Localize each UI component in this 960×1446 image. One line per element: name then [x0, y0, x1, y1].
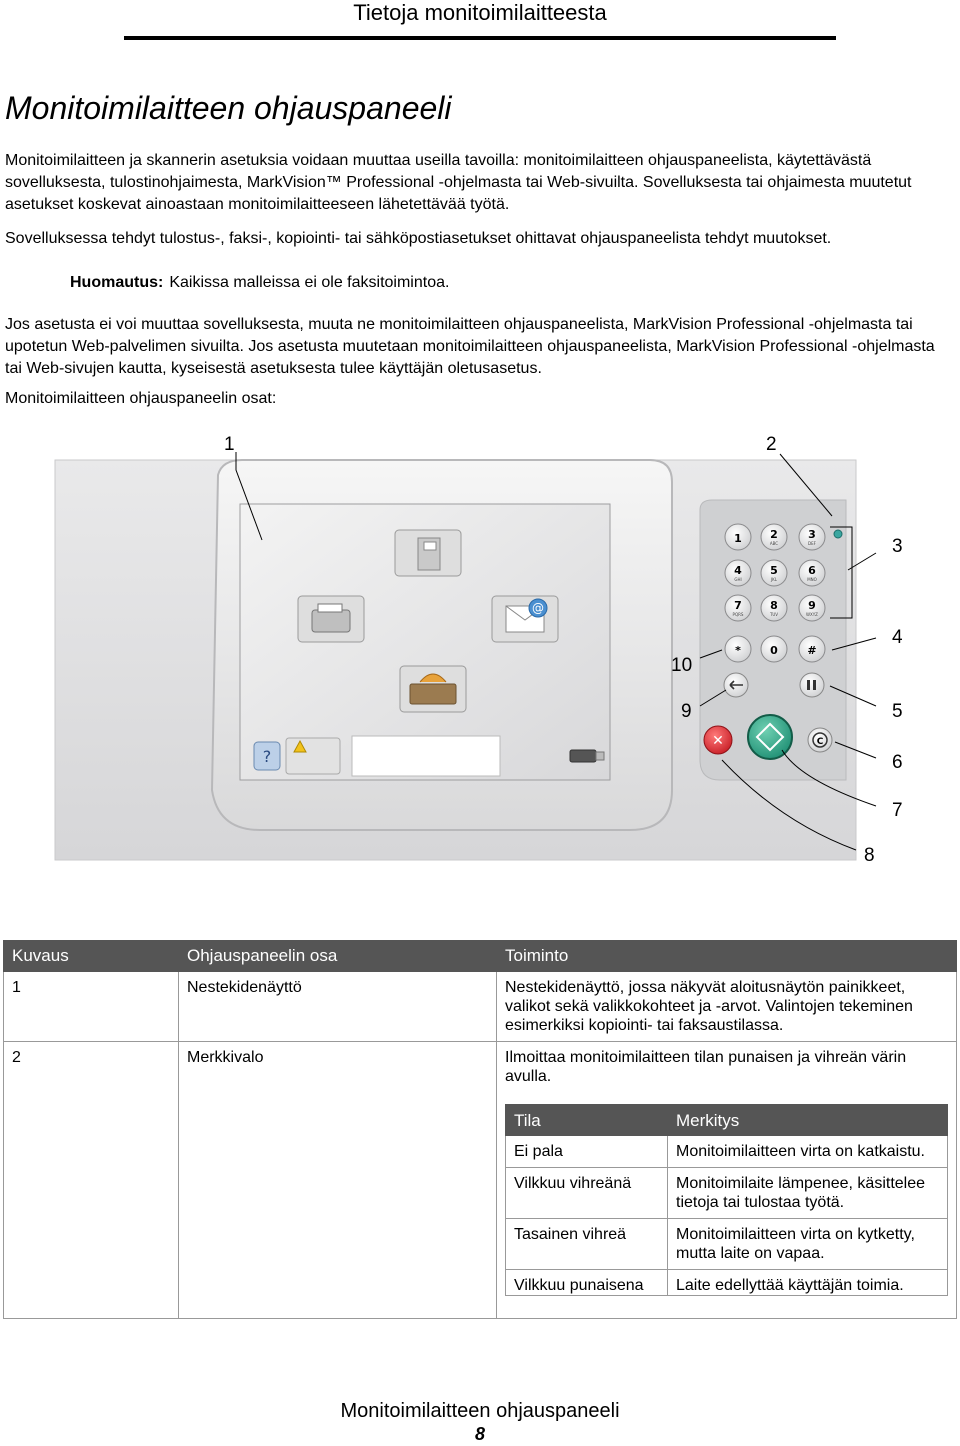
callout-5: 5 [892, 701, 903, 722]
key-label: 6 [808, 564, 816, 577]
status-message-area [352, 736, 500, 776]
header-rule [124, 36, 836, 40]
key-1[interactable] [725, 524, 751, 550]
key-2[interactable] [761, 524, 787, 550]
note-label: Huomautus: [70, 274, 164, 291]
key-letters: TUV [769, 612, 779, 617]
key-6[interactable] [799, 560, 825, 586]
key-5[interactable] [761, 560, 787, 586]
key-letters: WXYZ [806, 612, 818, 617]
status-header-state: Tila [506, 1105, 668, 1136]
status-meaning: Monitoimilaitteen virta on kytketty, mutta laite on vapaa. [668, 1219, 948, 1270]
callout-4: 4 [892, 627, 903, 648]
status-state: Ei pala [506, 1136, 668, 1168]
key-label: 1 [734, 532, 742, 545]
key-letters: JKL [770, 577, 778, 582]
row-function: Nestekidenäyttö, jossa näkyvät aloitusnäytön painikkeet, valikot sekä valikkokohteet ja -arvot. Valintojen tekeminen esimerkiksi kopiointi- tai faksaustilassa. [497, 972, 957, 1042]
callout-2: 2 [766, 434, 777, 455]
svg-text:?: ? [262, 747, 272, 766]
key-3[interactable] [799, 524, 825, 550]
key-7[interactable] [725, 595, 751, 621]
key-label: 2 [770, 528, 778, 541]
status-state: Vilkkuu punaisena [506, 1270, 668, 1296]
backspace-button[interactable] [724, 673, 748, 697]
table-row [4, 1042, 957, 1319]
svg-text:C: C [816, 737, 824, 747]
key-9[interactable] [799, 595, 825, 621]
control-panel-figure [0, 430, 960, 870]
key-label: * [735, 644, 741, 657]
callout-10: 10 [671, 655, 693, 676]
key-8[interactable] [761, 595, 787, 621]
callout-3: 3 [892, 536, 903, 557]
status-state: Tasainen vihreä [506, 1219, 668, 1270]
callout-9: 9 [681, 701, 692, 722]
key-letters: PQRS [732, 612, 744, 617]
pause-button[interactable] [800, 673, 824, 697]
row-number: 2 [4, 1042, 179, 1319]
copy-icon [395, 530, 461, 576]
key-label: 7 [734, 599, 742, 612]
start-button[interactable] [748, 715, 792, 759]
callout-1: 1 [224, 434, 235, 455]
status-meaning: Monitoimilaite lämpenee, käsittelee tietoja tai tulostaa työtä. [668, 1168, 948, 1219]
running-header: Tietoja monitoimilaitteesta [353, 0, 607, 25]
key-label: 5 [770, 564, 778, 577]
header-part: Ohjauspaneelin osa [179, 941, 497, 972]
page-number: 8 [474, 1424, 485, 1444]
status-row [506, 1136, 948, 1168]
note-text: Kaikissa malleissa ei ole faksitoimintoa. [169, 274, 450, 291]
settings-paragraph: Jos asetusta ei voi muuttaa sovelluksesta, muuta ne monitoimilaitteen ohjauspaneelista, MarkVision Professional -ohjelmasta tai upotetun Web-palvelimen sivuilta. Jos asetusta muutetaan monitoimilaitteen ohjauspaneelista, MarkVision Professional -ohjelmasta tai Web-sivujen kautta, kyseisestä asetuksesta tulee käyttäjän oletusasetus. [5, 316, 935, 377]
key-label: 9 [808, 599, 816, 612]
status-meaning: Laite edellyttää käyttäjän toimia. [668, 1270, 948, 1296]
email-icon [492, 596, 558, 642]
key-label: 4 [734, 564, 742, 577]
row-number: 1 [4, 972, 179, 1042]
parts-lead: Monitoimilaitteen ohjauspaneelin osat: [5, 390, 277, 407]
key-letters: GHI [734, 577, 742, 582]
override-paragraph: Sovelluksessa tehdyt tulostus-, faksi-, kopiointi- tai sähköpostiasetukset ohittavat ohjauspaneelista tehdyt muutokset. [5, 230, 832, 247]
status-row [506, 1270, 948, 1296]
warning-icon [286, 738, 340, 774]
usb-drive-icon [570, 750, 604, 762]
footer-title: Monitoimilaitteen ohjauspaneeli [340, 1400, 620, 1422]
fax-icon [298, 596, 364, 642]
indicator-light [834, 530, 842, 538]
key-letters: MNO [807, 577, 817, 582]
row-part: Merkkivalo [179, 1042, 497, 1319]
callout-8: 8 [864, 845, 875, 866]
key-4[interactable] [725, 560, 751, 586]
row-function [497, 1042, 957, 1319]
svg-text:✕: ✕ [712, 733, 724, 749]
key-label: 0 [770, 644, 778, 657]
key-star[interactable] [725, 636, 751, 662]
help-icon [254, 742, 280, 770]
status-row [506, 1219, 948, 1270]
indicator-status-table [505, 1104, 948, 1296]
stop-button[interactable] [704, 726, 732, 754]
key-label: # [807, 644, 817, 657]
key-label: 8 [770, 599, 778, 612]
callout-7: 7 [892, 800, 903, 821]
key-0[interactable] [761, 636, 787, 662]
key-hash[interactable] [799, 636, 825, 662]
scan-icon [400, 666, 466, 712]
row-part: Nestekidenäyttö [179, 972, 497, 1042]
page-title: Monitoimilaitteen ohjauspaneeli [5, 90, 452, 126]
intro-paragraph: Monitoimilaitteen ja skannerin asetuksia voidaan muuttaa useilla tavoilla: monitoimilaitteen ohjauspaneelista, käytettävästä sovelluksesta, tulostinohjaimesta, MarkVision™ Professional -ohjelmasta tai Web-sivuilta. Sovelluksesta tai ohjaimesta muutetut asetukset koskevat ainoastaan monitoimilaitteeseen lähetettävää työtä. [5, 152, 912, 213]
svg-text:@: @ [532, 601, 544, 615]
table-row [4, 972, 957, 1042]
control-panel-illustration [0, 430, 960, 870]
header-description: Kuvaus [4, 941, 179, 972]
clear-all-button[interactable] [808, 728, 832, 752]
status-state: Vilkkuu vihreänä [506, 1168, 668, 1219]
note [70, 272, 449, 294]
key-letters: ABC [769, 541, 779, 546]
parts-table [3, 940, 957, 1319]
header-function: Toiminto [497, 941, 957, 972]
status-row [506, 1168, 948, 1219]
status-meaning: Monitoimilaitteen virta on katkaistu. [668, 1136, 948, 1168]
row-function-text: Ilmoittaa monitoimilaitteen tilan punaisen ja vihreän värin avulla. [505, 1049, 907, 1085]
status-header-meaning: Merkitys [668, 1105, 948, 1136]
callout-6: 6 [892, 752, 903, 773]
table-header-row [4, 941, 957, 972]
key-label: 3 [808, 528, 816, 541]
key-letters: DEF [808, 541, 816, 546]
